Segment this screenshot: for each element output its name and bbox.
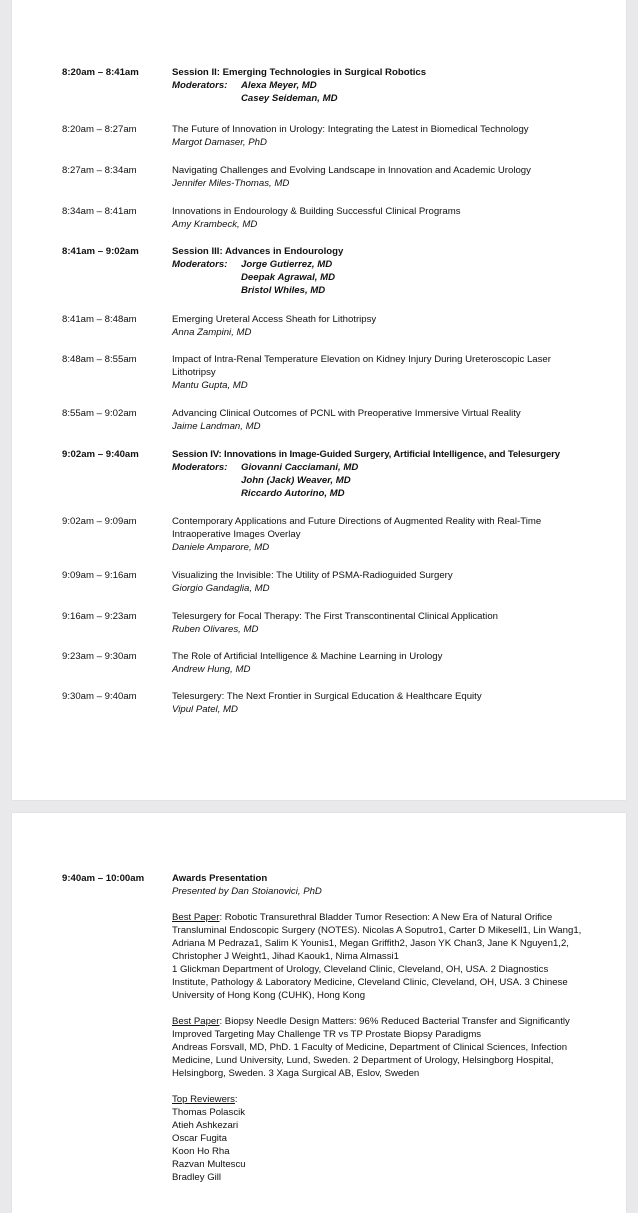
reviewer-name: Atieh Ashkezari [172,1120,239,1131]
speaker-name: Jennifer Miles-Thomas, MD [172,178,290,189]
talk-title: Innovations in Endourology & Building Successful Clinical Programs [172,206,461,217]
talk-title: Advancing Clinical Outcomes of PCNL with Preoperative Immersive Virtual Reality [172,408,521,419]
talk-time: 9:30am – 9:40am [62,691,137,702]
speaker-name: Mantu Gupta, MD [172,380,248,391]
talk-title: Telesurgery for Focal Therapy: The First Transcontinental Clinical Application [172,611,498,622]
speaker-name: Jaime Landman, MD [172,421,261,432]
speaker-name: Anna Zampini, MD [172,327,252,338]
session-title: Session IV: Innovations in Image-Guided Surgery, Artificial Intelligence, and Telesurgery [172,449,560,460]
reviewer-name: Oscar Fugita [172,1133,227,1144]
session-title: Session II: Emerging Technologies in Surgical Robotics [172,67,427,78]
moderator-name: Deepak Agrawal, MD [241,272,336,283]
best-paper-authors: Andreas Forsvall, MD, PhD. 1 Faculty of Medicine, Department of Clinical Sciences, Infection Medicine, Lund University, Lund, Sweden. 2 Department of Urology, Helsingborg Hospital, Helsingborg, Sweden. 3 Xaga Surgical AB, Eslov, Sweden [172,1042,568,1079]
session-time: 8:20am – 8:41am [62,67,139,78]
speaker-name: Andrew Hung, MD [172,664,251,675]
talk-time: 9:09am – 9:16am [62,570,137,581]
talk-time: 8:41am – 8:48am [62,314,137,325]
talk-title: Visualizing the Invisible: The Utility of PSMA-Radioguided Surgery [172,570,453,581]
awards-title: Awards Presentation [172,873,268,884]
speaker-name: Ruben Olivares, MD [172,624,259,635]
reviewer-name: Bradley Gill [172,1172,222,1183]
best-paper-affiliations: 1 Glickman Department of Urology, Cleveland Clinic, Cleveland, OH, USA. 2 Diagnostics Institute, Pathology & Laboratory Medicine, Cleveland Clinic, Cleveland, OH, USA. 3 Chinese University of Hong Kong (CUHK), Hong Kong [172,964,568,1001]
talk-title: Telesurgery: The Next Frontier in Surgical Education & Healthcare Equity [172,691,482,702]
speaker-name: Margot Damaser, PhD [172,137,267,148]
talk-time: 9:02am – 9:09am [62,516,137,527]
agenda-page-1 [12,0,626,800]
speaker-name: Vipul Patel, MD [172,704,238,715]
speaker-name: Giorgio Gandaglia, MD [172,583,270,594]
talk-title: The Future of Innovation in Urology: Integrating the Latest in Biomedical Technology [172,124,529,135]
best-paper-text: : Robotic Transurethral Bladder Tumor Resection: A New Era of Natural Orifice Transluminal Endoscopic Surgery (NOTES). Nicolas A Soputro1, Carter D Mikesell1, Lin Wang1, Adriana M Pedraza1, Salim K Younis1, Megan Griffith2, Jason YK Chan3, Jane K Nguyen1,2, Christopher J Weight1, Jihad Kaouk1, Nima Almassi1 [172,912,582,962]
reviewer-name: Koon Ho Rha [172,1146,230,1157]
moderator-name: Riccardo Autorino, MD [241,488,345,499]
best-paper-1 [172,911,584,963]
moderator-name: Giovanni Cacciamani, MD [241,462,359,473]
moderators-label: Moderators: [172,259,228,270]
talk-title: Impact of Intra-Renal Temperature Elevation on Kidney Injury During Ureteroscopic Laser Lithotripsy [172,354,551,378]
session-time: 9:02am – 9:40am [62,449,139,460]
talk-title: Emerging Ureteral Access Sheath for Lithotripsy [172,314,377,325]
speaker-name: Daniele Amparore, MD [172,542,270,553]
session-time: 8:41am – 9:02am [62,246,139,257]
awards-time: 9:40am – 10:00am [62,873,145,884]
best-paper-label: Best Paper [172,1016,220,1027]
talk-time: 8:34am – 8:41am [62,206,137,217]
moderators-label: Moderators: [172,462,228,473]
talk-title: Contemporary Applications and Future Directions of Augmented Reality with Real-Time Intraoperative Images Overlay [172,516,542,540]
best-paper-2 [172,1015,584,1041]
moderator-name: Jorge Gutierrez, MD [241,259,333,270]
best-paper-text: : Biopsy Needle Design Matters: 96% Reduced Bacterial Transfer and Significantly Improved Targeting May Challenge TR vs TP Prostate Biopsy Paradigms [172,1016,570,1040]
moderator-name: John (Jack) Weaver, MD [241,475,351,486]
top-reviewers: Top Reviewers: [172,1094,238,1105]
talk-time: 9:16am – 9:23am [62,611,137,622]
talk-time: 8:20am – 8:27am [62,124,137,135]
reviewer-name: Razvan Multescu [172,1159,246,1170]
talk-title: Navigating Challenges and Evolving Landscape in Innovation and Academic Urology [172,165,531,176]
top-reviewers-label: Top Reviewers [172,1094,235,1105]
talk-time: 8:48am – 8:55am [62,354,137,365]
best-paper-label: Best Paper [172,912,220,923]
moderators-label: Moderators: [172,80,228,91]
agenda-page-2 [12,813,626,1213]
talk-time: 8:55am – 9:02am [62,408,137,419]
moderator-name: Bristol Whiles, MD [241,285,326,296]
speaker-name: Amy Krambeck, MD [172,219,258,230]
session-title: Session III: Advances in Endourology [172,246,344,257]
moderator-name: Casey Seideman, MD [241,93,338,104]
talk-time: 9:23am – 9:30am [62,651,137,662]
talk-title: The Role of Artificial Intelligence & Machine Learning in Urology [172,651,443,662]
awards-presenter: Presented by Dan Stoianovici, PhD [172,886,322,897]
moderator-name: Alexa Meyer, MD [241,80,317,91]
talk-time: 8:27am – 8:34am [62,165,137,176]
reviewer-name: Thomas Polascik [172,1107,246,1118]
